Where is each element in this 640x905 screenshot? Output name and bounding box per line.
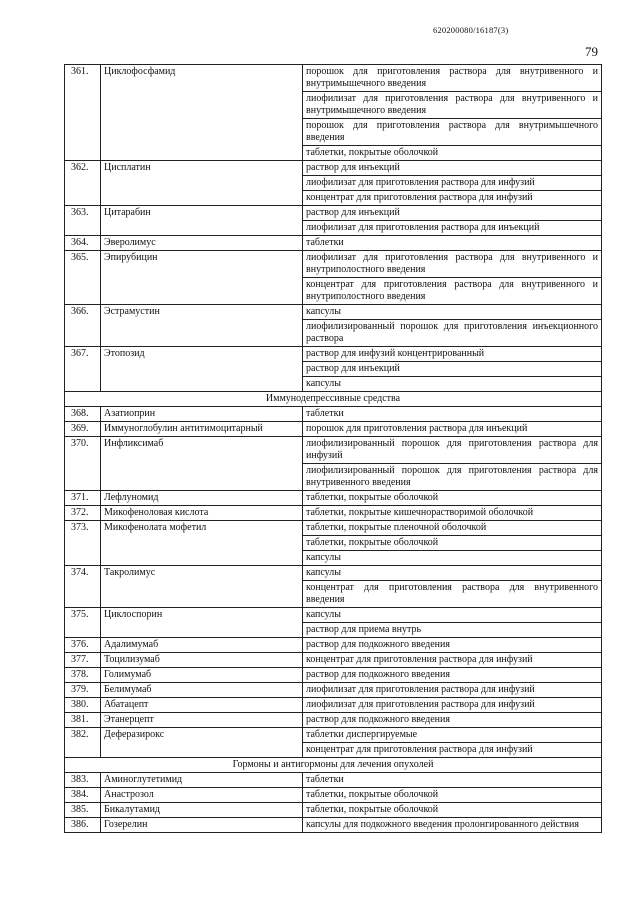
dosage-form: лиофилизированный порошок для приготовления инъекционного раствора <box>303 320 602 347</box>
dosage-form: концентрат для приготовления раствора для инфузий <box>303 191 602 206</box>
dosage-form: таблетки, покрытые оболочкой <box>303 536 602 551</box>
table-row <box>65 506 602 521</box>
dosage-form: порошок для приготовления раствора для инъекций <box>303 422 602 437</box>
drug-name: Деферазирокс <box>101 728 303 758</box>
drug-name: Этопозид <box>101 347 303 392</box>
table-row <box>65 161 602 176</box>
drug-name: Абатацепт <box>101 698 303 713</box>
table-row <box>65 347 602 362</box>
dosage-form: лиофилизат для приготовления раствора для инфузий <box>303 698 602 713</box>
dosage-form: лиофилизат для приготовления раствора для инфузий <box>303 176 602 191</box>
row-number: 376. <box>65 638 101 653</box>
drug-name: Эстрамустин <box>101 305 303 347</box>
dosage-form: капсулы <box>303 566 602 581</box>
row-number: 365. <box>65 251 101 305</box>
table-row <box>65 638 602 653</box>
dosage-form: концентрат для приготовления раствора для внутривенного введения <box>303 581 602 608</box>
dosage-form: капсулы для подкожного введения пролонгированного действия <box>303 818 602 833</box>
table-row <box>65 653 602 668</box>
dosage-form: раствор для приема внутрь <box>303 623 602 638</box>
row-number: 386. <box>65 818 101 833</box>
row-number: 383. <box>65 773 101 788</box>
table-row <box>65 422 602 437</box>
row-number: 370. <box>65 437 101 491</box>
row-number: 374. <box>65 566 101 608</box>
dosage-form: лиофилизат для приготовления раствора для внутривенного и внутриполостного введения <box>303 251 602 278</box>
table-row <box>65 206 602 221</box>
drug-name: Голимумаб <box>101 668 303 683</box>
dosage-form: раствор для инфузий концентрированный <box>303 347 602 362</box>
row-number: 380. <box>65 698 101 713</box>
table-row <box>65 236 602 251</box>
dosage-form: таблетки <box>303 236 602 251</box>
table-row <box>65 668 602 683</box>
drug-name: Эверолимус <box>101 236 303 251</box>
dosage-form: лиофилизированный порошок для приготовления раствора для внутривенного введения <box>303 464 602 491</box>
row-number: 362. <box>65 161 101 206</box>
drug-name: Азатиоприн <box>101 407 303 422</box>
dosage-form: порошок для приготовления раствора для внутривенного и внутримышечного введения <box>303 65 602 92</box>
table-row <box>65 437 602 464</box>
page-number: 79 <box>585 44 598 59</box>
table-row <box>65 818 602 833</box>
dosage-form: таблетки, покрытые кишечнорастворимой оболочкой <box>303 506 602 521</box>
table-row <box>65 728 602 743</box>
row-number: 381. <box>65 713 101 728</box>
section-header-row <box>65 392 602 407</box>
dosage-form: капсулы <box>303 551 602 566</box>
drug-name: Бикалутамид <box>101 803 303 818</box>
drug-name: Цисплатин <box>101 161 303 206</box>
table-row <box>65 251 602 278</box>
dosage-form: концентрат для приготовления раствора для инфузий <box>303 743 602 758</box>
row-number: 372. <box>65 506 101 521</box>
drug-name: Гозерелин <box>101 818 303 833</box>
table-row <box>65 65 602 92</box>
table-row <box>65 803 602 818</box>
row-number: 378. <box>65 668 101 683</box>
dosage-form: таблетки, покрытые оболочкой <box>303 491 602 506</box>
drug-name: Аминоглутетимид <box>101 773 303 788</box>
table-row <box>65 566 602 581</box>
dosage-form: лиофилизат для приготовления раствора для инфузий <box>303 683 602 698</box>
drug-table <box>64 64 602 833</box>
row-number: 382. <box>65 728 101 758</box>
dosage-form: таблетки <box>303 407 602 422</box>
row-number: 368. <box>65 407 101 422</box>
drug-name: Лефлуномид <box>101 491 303 506</box>
drug-name: Этанерцепт <box>101 713 303 728</box>
row-number: 366. <box>65 305 101 347</box>
dosage-form: таблетки, покрытые пленочной оболочкой <box>303 521 602 536</box>
drug-name: Цитарабин <box>101 206 303 236</box>
dosage-form: концентрат для приготовления раствора для инфузий <box>303 653 602 668</box>
drug-name: Такролимус <box>101 566 303 608</box>
row-number: 379. <box>65 683 101 698</box>
table-row <box>65 407 602 422</box>
row-number: 377. <box>65 653 101 668</box>
table-row <box>65 491 602 506</box>
dosage-form: капсулы <box>303 608 602 623</box>
dosage-form: раствор для подкожного введения <box>303 713 602 728</box>
row-number: 375. <box>65 608 101 638</box>
dosage-form: лиофилизат для приготовления раствора для инъекций <box>303 221 602 236</box>
row-number: 364. <box>65 236 101 251</box>
section-title: Гормоны и антигормоны для лечения опухолей <box>65 758 602 773</box>
dosage-form: порошок для приготовления раствора для внутримышечного введения <box>303 119 602 146</box>
dosage-form: таблетки <box>303 773 602 788</box>
row-number: 369. <box>65 422 101 437</box>
drug-name: Циклофосфамид <box>101 65 303 161</box>
drug-name: Тоцилизумаб <box>101 653 303 668</box>
dosage-form: таблетки диспергируемые <box>303 728 602 743</box>
dosage-form: лиофилизат для приготовления раствора для внутривенного и внутримышечного введения <box>303 92 602 119</box>
section-header-row <box>65 758 602 773</box>
row-number: 373. <box>65 521 101 566</box>
table-row <box>65 713 602 728</box>
dosage-form: концентрат для приготовления раствора для внутривенного и внутриполостного введения <box>303 278 602 305</box>
dosage-form: раствор для подкожного введения <box>303 638 602 653</box>
dosage-form: таблетки, покрытые оболочкой <box>303 803 602 818</box>
drug-name: Циклоспорин <box>101 608 303 638</box>
table-row <box>65 683 602 698</box>
dosage-form: раствор для инъекций <box>303 206 602 221</box>
dosage-form: капсулы <box>303 377 602 392</box>
table-row <box>65 305 602 320</box>
dosage-form: капсулы <box>303 305 602 320</box>
drug-name: Эпирубицин <box>101 251 303 305</box>
drug-name: Микофеноловая кислота <box>101 506 303 521</box>
drug-name: Белимумаб <box>101 683 303 698</box>
table-row <box>65 698 602 713</box>
table-row <box>65 608 602 623</box>
dosage-form: раствор для подкожного введения <box>303 668 602 683</box>
row-number: 361. <box>65 65 101 161</box>
drug-name: Анастрозол <box>101 788 303 803</box>
dosage-form: таблетки, покрытые оболочкой <box>303 788 602 803</box>
section-title: Иммунодепрессивные средства <box>65 392 602 407</box>
table-row <box>65 773 602 788</box>
dosage-form: лиофилизированный порошок для приготовления раствора для инфузий <box>303 437 602 464</box>
row-number: 385. <box>65 803 101 818</box>
dosage-form: раствор для инъекций <box>303 362 602 377</box>
drug-name: Микофенолата мофетил <box>101 521 303 566</box>
row-number: 371. <box>65 491 101 506</box>
row-number: 367. <box>65 347 101 392</box>
row-number: 384. <box>65 788 101 803</box>
drug-table-body <box>65 65 602 833</box>
dosage-form: раствор для инъекций <box>303 161 602 176</box>
document-code: 620200080/16187(3) <box>433 25 509 35</box>
dosage-form: таблетки, покрытые оболочкой <box>303 146 602 161</box>
table-row <box>65 788 602 803</box>
drug-name: Адалимумаб <box>101 638 303 653</box>
table-row <box>65 521 602 536</box>
row-number: 363. <box>65 206 101 236</box>
drug-name: Инфликсимаб <box>101 437 303 491</box>
drug-name: Иммуноглобулин антитимоцитарный <box>101 422 303 437</box>
